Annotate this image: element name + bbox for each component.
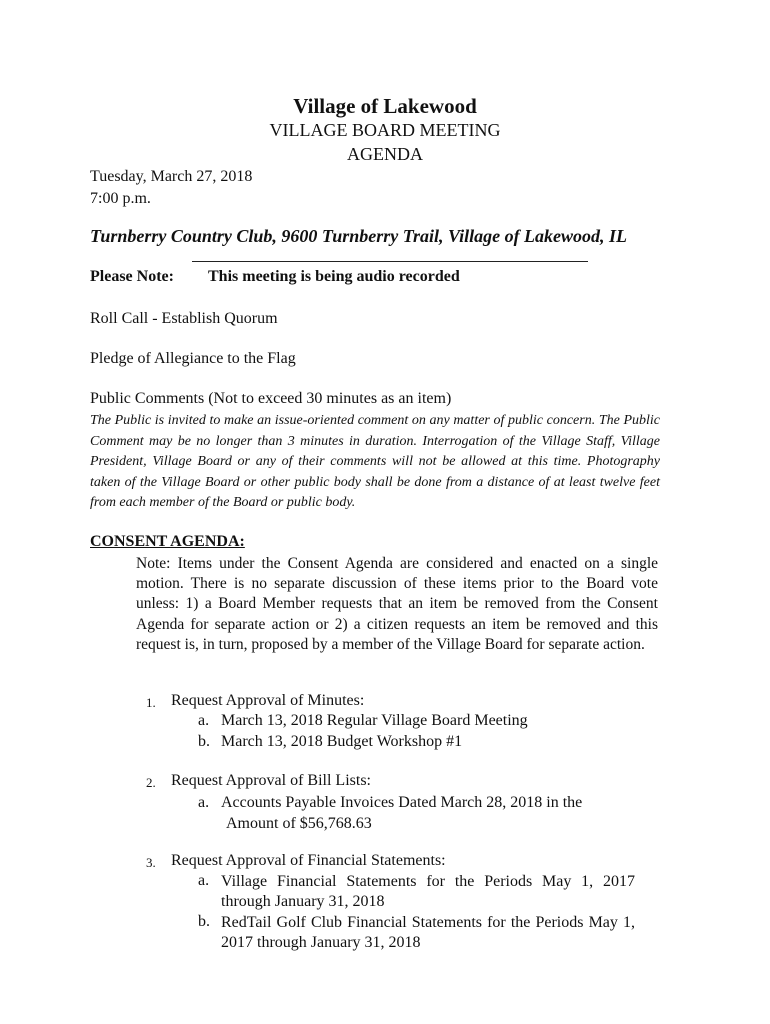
note-label: Please Note: — [90, 268, 174, 285]
sub-item-invoices-amount: Amount of $56,768.63 — [226, 815, 372, 832]
consent-agenda-note: Note: Items under the Consent Agenda are considered and enacted on a single motion. There is no separate discussion of these items prior to the Board vote unless: 1) a Board Member requests that an item be removed from the Consent Agenda for separate action or 2) a citizen requests an item be removed and this request is, in turn, proposed by a member of the Village Board for separate action. — [136, 555, 658, 653]
meeting-date: Tuesday, March 27, 2018 — [90, 168, 253, 185]
consent-item-minutes: Request Approval of Minutes: — [171, 692, 365, 709]
meeting-time: 7:00 p.m. — [90, 190, 151, 207]
sub-item-letter: b. — [198, 913, 210, 930]
item-number: 1. — [146, 695, 156, 710]
sub-item-letter: a. — [198, 794, 210, 811]
roll-call-item: Roll Call - Establish Quorum — [90, 310, 278, 327]
sub-item-redtail-financials: RedTail Golf Club Financial Statements for the Periods May 1, 2017 through January 31, 2018 — [221, 914, 635, 951]
page-title: Village of Lakewood — [293, 94, 477, 118]
public-comments-rules: The Public is invited to make an issue-oriented comment on any matter of public concern. The Public Comment may be no longer than 3 minutes in duration. Interrogation of the Village Staff, Village President, Village Board or any of their comments will not be allowed at this time. Photography taken of the Village Board or other public body shall be done from a distance of at least twelve feet from each member of the Board or public body. — [90, 413, 660, 511]
sub-item-village-financials: Village Financial Statements for the Periods May 1, 2017 through January 31, 2018 — [221, 873, 635, 910]
consent-item-financial-statements: Request Approval of Financial Statements: — [171, 852, 446, 869]
meeting-type: VILLAGE BOARD MEETING — [269, 120, 501, 140]
sub-item-letter: a. — [198, 712, 210, 729]
item-number: 2. — [146, 775, 156, 790]
sub-item-letter: a. — [198, 872, 210, 889]
consent-agenda-heading: CONSENT AGENDA: — [90, 533, 245, 550]
public-comments-item: Public Comments (Not to exceed 30 minutes as an item) — [90, 390, 452, 407]
document-type: AGENDA — [347, 144, 423, 164]
item-number: 3. — [146, 855, 156, 870]
divider-line — [192, 261, 588, 262]
sub-item-invoices: Accounts Payable Invoices Dated March 28, 2018 in the — [221, 794, 583, 811]
note-text: This meeting is being audio recorded — [208, 268, 460, 285]
meeting-location: Turnberry Country Club, 9600 Turnberry Trail, Village of Lakewood, IL — [90, 226, 628, 246]
sub-item-letter: b. — [198, 733, 210, 750]
sub-item-budget-workshop: March 13, 2018 Budget Workshop #1 — [221, 733, 463, 750]
pledge-item: Pledge of Allegiance to the Flag — [90, 350, 296, 367]
sub-item-regular-meeting: March 13, 2018 Regular Village Board Meeting — [221, 712, 528, 729]
consent-item-bill-lists: Request Approval of Bill Lists: — [171, 772, 371, 789]
